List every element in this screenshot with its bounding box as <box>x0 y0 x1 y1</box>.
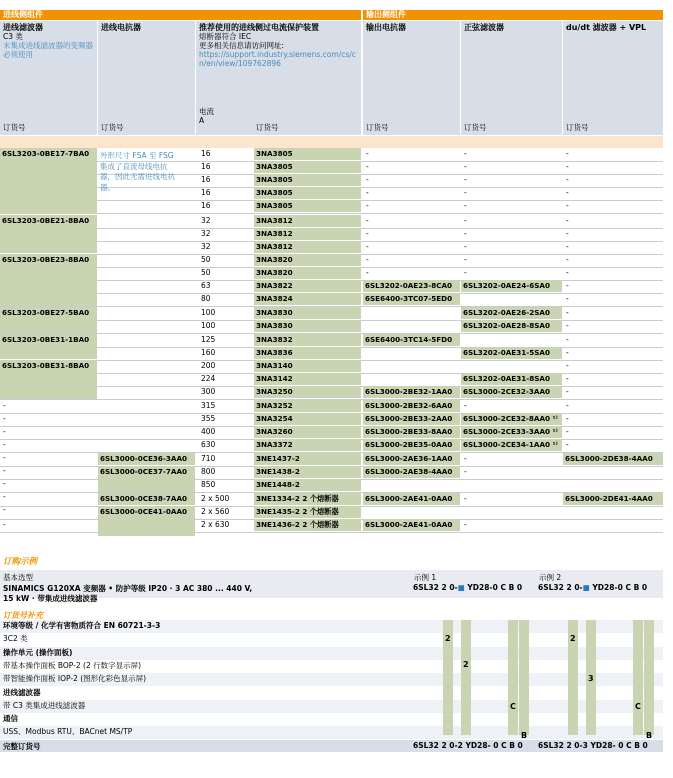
input-side-title: 进线侧组件 <box>3 10 43 19</box>
col-line-reactor-order: 订货号 <box>101 123 124 132</box>
ex1-code-d5: C <box>500 583 506 592</box>
dudt-filter-cell: - <box>566 175 569 184</box>
dudt-filter-cell: - <box>566 361 569 370</box>
sine-filter-cell: - <box>464 401 467 410</box>
dudt-filter-cell: - <box>566 268 569 277</box>
dudt-filter-cell: - <box>566 149 569 158</box>
fuse-order-number: 3NE1438-2 <box>254 466 361 478</box>
output-reactor-cell: - <box>366 242 369 251</box>
dudt-filter-cell: - <box>566 414 569 423</box>
output-reactor-cell: - <box>366 255 369 264</box>
col-output-reactor <box>363 21 460 135</box>
col-output-reactor-order: 订货号 <box>366 123 389 132</box>
output-reactor-cell: - <box>366 216 369 225</box>
dudt-filter-cell: - <box>566 294 569 303</box>
ex2-full-code: 6SL32 2 0-3 YD28- 0 C B 0 <box>538 741 648 750</box>
ordering-row: 带基本操作面板 BOP-2 (2 行数字显示屏) <box>0 660 663 673</box>
sine-filter-cell: - <box>464 467 467 476</box>
sine-filter-cell: 6SL3000-2CE34-1AA0 ¹⁾ <box>461 439 562 451</box>
fuse-current: 2 x 560 <box>201 507 230 516</box>
ordering-row: 带智能操作面板 IOP-2 (图形化彩色显示屏) <box>0 673 663 686</box>
fuse-current: 63 <box>201 281 211 290</box>
ex1-code-d4: 0 <box>492 583 498 592</box>
peach-band <box>0 136 663 148</box>
sine-filter-cell: - <box>464 454 467 463</box>
col-dudt-title: du/dt 滤波器 + VPL <box>566 23 647 32</box>
ex2-bar-comm <box>644 620 654 735</box>
fuse-order-number: 3NA3820 <box>254 267 361 279</box>
fuse-order-number: 3NA3812 <box>254 241 361 253</box>
dudt-filter-cell: - <box>566 321 569 330</box>
col-sine-filter <box>461 21 562 135</box>
ex2-mark-panel: 3 <box>588 674 594 683</box>
lf-dash: - <box>3 505 6 514</box>
ex2-code-d4: 0 <box>617 583 623 592</box>
fuse-order-number: 3NE1435-2 2 个熔断器 <box>254 506 361 518</box>
row-separator <box>0 213 663 214</box>
ex2-code-d7: 0 <box>641 583 648 592</box>
ordering-row: USS、Modbus RTU、BACnet MS/TP <box>0 726 663 739</box>
col-line-filter-sub: C3 类 <box>3 32 23 41</box>
ordering-row: 操作单元 (操作面板) <box>0 647 663 660</box>
ordering-row: 带 C3 类集成进线滤波器 <box>0 700 663 713</box>
fuse-order-number: 3NA3805 <box>254 161 361 173</box>
lf-dash: - <box>3 414 6 423</box>
sine-filter-cell: - <box>464 494 467 503</box>
fuse-order-number: 3NA3372 <box>254 439 361 451</box>
ordering-title: 订购示例 <box>3 557 38 567</box>
line-reactor-3: 6SL3000-0CE38-7AA0 <box>98 493 195 505</box>
output-reactor-cell: 6SE6400-3TC07-5ED0 <box>363 293 460 305</box>
output-reactor-cell: 6SL3000-2BE35-0AA0 <box>363 439 460 451</box>
fuse-current: 16 <box>201 175 211 184</box>
col-output-reactor-title: 输出电抗器 <box>366 23 406 32</box>
ex1-full-code: 6SL32 2 0-2 YD28- 0 C B 0 <box>413 741 523 750</box>
col-fuse-sub1: 熔断器符合 IEC <box>199 32 252 41</box>
output-reactor-cell: - <box>366 149 369 158</box>
sine-filter-cell: - <box>464 242 467 251</box>
ex2-code-d1: 2 <box>566 583 572 592</box>
fuse-current: 800 <box>201 467 216 476</box>
ex1-code-d2: 0- <box>449 583 458 592</box>
col-fuse-order: 订货号 <box>256 123 279 132</box>
fuse-order-number: 3NA3142 <box>254 373 361 385</box>
ex2-mark-comm: B <box>646 731 653 740</box>
reactor-note: 外形尺寸 FSA 至 FSG 集成了直流母线电抗器，因此无需进线电抗器。 <box>100 151 175 192</box>
fuse-order-number: 3NA3254 <box>254 413 361 425</box>
ex2-mark-env: 2 <box>570 634 576 643</box>
fuse-order-number: 3NA3805 <box>254 148 361 160</box>
lf-dash: - <box>3 520 6 529</box>
col-sine-filter-title: 正弦滤波器 <box>464 23 504 32</box>
dudt-filter-cell: - <box>566 201 569 210</box>
line-filter-2: 6SL3203-0BE21-8BA0 <box>0 215 97 253</box>
ex1-bar-comm <box>519 620 529 735</box>
col-line-filter-note: 未集成进线滤波器的变频器必须使用 <box>3 41 93 59</box>
col-fuse-sub2: 更多相关信息请访问网址: <box>199 41 285 50</box>
fuse-current: 80 <box>201 294 211 303</box>
ex2-code-box: ■ <box>582 583 590 592</box>
col-dudt-order: 订货号 <box>566 123 589 132</box>
output-side-title: 输出侧组件 <box>366 10 406 19</box>
dudt-filter-cell: - <box>566 374 569 383</box>
output-reactor-cell: 6SL3202-0AE23-8CA0 <box>363 280 460 292</box>
col-fuse-title: 推荐使用的进线侧过电流保护装置 <box>199 23 319 32</box>
dudt-filter-cell: - <box>566 281 569 290</box>
dudt-filter-cell: - <box>566 188 569 197</box>
sine-filter-cell: - <box>464 268 467 277</box>
fuse-order-number: 3NE1436-2 2 个熔断器 <box>254 519 361 531</box>
dudt-filter-cell: - <box>566 401 569 410</box>
example1-label: 示例 1 <box>414 573 437 582</box>
lf-dash: - <box>3 427 6 436</box>
fuse-order-number: 3NE1437-2 <box>254 453 361 465</box>
output-reactor-cell: - <box>366 162 369 171</box>
fuse-order-number: 3NA3805 <box>254 174 361 186</box>
lf-dash: - <box>3 479 6 488</box>
lf-dash: - <box>3 401 6 410</box>
fuse-current: 2 x 630 <box>201 520 230 529</box>
sine-filter-cell: - <box>464 216 467 225</box>
dudt-filter-cell: 6SL3000-2DE38-4AA0 <box>563 453 663 465</box>
fuse-order-number: 3NA3250 <box>254 386 361 398</box>
col-line-filter-order: 订货号 <box>3 123 26 132</box>
fuse-current: 125 <box>201 335 216 344</box>
fuse-current: 32 <box>201 229 211 238</box>
fuse-current: 16 <box>201 201 211 210</box>
ex1-code-d7: 0 <box>516 583 523 592</box>
fuse-current: 850 <box>201 480 216 489</box>
sine-filter-cell: - <box>464 188 467 197</box>
ex2-bar-filter <box>633 620 643 735</box>
ex2-code-d6: B <box>633 583 640 592</box>
sine-filter-cell: 6SL3202-0AE24-6SA0 <box>461 280 562 292</box>
dudt-filter-cell: 6SL3000-2DE41-4AA0 <box>563 493 663 505</box>
fuse-order-number: 3NA3820 <box>254 254 361 266</box>
dudt-filter-cell: - <box>566 427 569 436</box>
sine-filter-cell: - <box>464 201 467 210</box>
line-filter-4: 6SL3203-0BE27-5BA0 <box>0 307 97 333</box>
sine-filter-cell: 6SL3202-0AE26-2SA0 <box>461 307 562 319</box>
fuse-current: 355 <box>201 414 216 423</box>
output-reactor-cell: 6SL3000-2BE32-1AA0 <box>363 386 460 398</box>
dudt-filter-cell: - <box>566 348 569 357</box>
fuse-order-number: 3NA3260 <box>254 426 361 438</box>
example2-label: 示例 2 <box>539 573 562 582</box>
sine-filter-cell: 6SL3202-0AE28-8SA0 <box>461 320 562 332</box>
ex1-code-box: ■ <box>457 583 465 592</box>
ex1-mark-comm: B <box>521 731 528 740</box>
output-reactor-cell: 6SL3000-2AE36-1AA0 <box>363 453 460 465</box>
fuse-order-number: 3NA3805 <box>254 187 361 199</box>
fuse-current: 50 <box>201 268 211 277</box>
line-reactor-1: 6SL3000-0CE36-3AA0 <box>98 453 195 465</box>
dudt-filter-cell: - <box>566 387 569 396</box>
fuse-current: 16 <box>201 162 211 171</box>
fuse-order-number: 3NE1334-2 2 个熔断器 <box>254 493 361 505</box>
fuse-current: 32 <box>201 242 211 251</box>
sine-filter-cell: - <box>464 229 467 238</box>
ordering-row: 环境等级 / 化学有害物质符合 EN 60721-3-3 <box>0 620 663 633</box>
ordering-row: 通信 <box>0 713 663 726</box>
fuse-current: 224 <box>201 374 216 383</box>
lf-dash: - <box>3 466 6 475</box>
sine-filter-cell: - <box>464 255 467 264</box>
col-fuse-link[interactable]: https://support.industry.siemens.com/cs/cn/en/view/109762896 <box>199 50 356 68</box>
col-fuse <box>196 21 361 135</box>
output-reactor-cell: 6SL3000-2AE38-4AA0 <box>363 466 460 478</box>
fuse-order-number: 3NE1448-2 <box>254 479 361 491</box>
fuse-order-number: 3NA3830 <box>254 307 361 319</box>
sine-filter-cell: 6SL3000-2CE33-3AA0 ¹⁾ <box>461 426 562 438</box>
col-line-filter <box>0 21 97 135</box>
line-reactor-4: 6SL3000-0CE41-0AA0 <box>98 506 195 536</box>
fuse-order-number: 3NA3822 <box>254 280 361 292</box>
dudt-filter-cell: - <box>566 440 569 449</box>
fuse-order-number: 3NA3836 <box>254 347 361 359</box>
full-order-label: 完整订货号 <box>3 742 41 751</box>
sine-filter-cell: 6SL3000-2CE32-3AA0 <box>461 386 562 398</box>
line-filter-1: 6SL3203-0BE17-7BA0 <box>0 148 97 214</box>
lf-dash: - <box>3 492 6 501</box>
fuse-current: 200 <box>201 361 216 370</box>
fuse-order-number: 3NA3812 <box>254 228 361 240</box>
base-type-label: 基本选型 <box>3 573 33 582</box>
ex1-code-d1: 2 <box>441 583 447 592</box>
output-reactor-cell: - <box>366 201 369 210</box>
fuse-current: 100 <box>201 321 216 330</box>
ex2-code-prefix: 6SL32 <box>538 583 564 592</box>
lf-dash: - <box>3 440 6 449</box>
fuse-current: 16 <box>201 188 211 197</box>
col-dudt <box>563 21 663 135</box>
fuse-current: 315 <box>201 401 216 410</box>
output-reactor-cell: 6SL3000-2BE33-8AA0 <box>363 426 460 438</box>
ex2-code-d5: C <box>625 583 631 592</box>
line-filter-5: 6SL3203-0BE31-1BA0 <box>0 334 97 359</box>
fuse-current: 16 <box>201 149 211 158</box>
fuse-current: 710 <box>201 454 216 463</box>
ex2-code-d3: YD28- <box>592 583 618 592</box>
fuse-order-number: 3NA3812 <box>254 215 361 227</box>
ex1-code-d6: B <box>508 583 515 592</box>
fuse-order-number: 3NA3824 <box>254 293 361 305</box>
product-desc-2: 15 kW · 带集成进线滤波器 <box>3 594 98 603</box>
line-reactor-2: 6SL3000-0CE37-7AA0 <box>98 466 195 492</box>
lf-dash: - <box>3 453 6 462</box>
output-reactor-cell: 6SL3000-2AE41-0AA0 <box>363 519 460 531</box>
output-reactor-cell: - <box>366 188 369 197</box>
fuse-current: 630 <box>201 440 216 449</box>
output-side-header <box>363 10 663 20</box>
sine-filter-cell: 6SL3202-0AE31-8SA0 <box>461 373 562 385</box>
output-reactor-cell: 6SL3000-2BE33-2AA0 <box>363 413 460 425</box>
sine-filter-cell: 6SL3000-2CE32-8AA0 ¹⁾ <box>461 413 562 425</box>
output-reactor-cell: - <box>366 268 369 277</box>
dudt-filter-cell: - <box>566 255 569 264</box>
fuse-current: 100 <box>201 308 216 317</box>
fuse-current: 300 <box>201 387 216 396</box>
dudt-filter-cell: - <box>566 216 569 225</box>
ex2-mark-filter: C <box>635 702 641 711</box>
ex1-mark-panel: 2 <box>463 660 469 669</box>
dudt-filter-cell: - <box>566 242 569 251</box>
ex2-code <box>538 583 647 592</box>
dudt-filter-cell: - <box>566 335 569 344</box>
ex1-bar-filter <box>508 620 518 735</box>
fuse-current: 160 <box>201 348 216 357</box>
product-desc-1: SINAMICS G120XA 变频器 • 防护等级 IP20 · 3 AC 380 ... 440 V, <box>3 584 253 593</box>
fuse-order-number: 3NA3252 <box>254 400 361 412</box>
dudt-filter-cell: - <box>566 308 569 317</box>
fuse-current: 50 <box>201 255 211 264</box>
output-reactor-cell: 6SL3000-2BE32-6AA0 <box>363 400 460 412</box>
fuse-current: 400 <box>201 427 216 436</box>
supplement-title: 订货号补充 <box>3 611 43 620</box>
fuse-order-number: 3NA3140 <box>254 360 361 372</box>
col-sine-filter-order: 订货号 <box>464 123 487 132</box>
dudt-filter-cell: - <box>566 229 569 238</box>
ex1-code-d3: YD28- <box>467 583 493 592</box>
ex1-code-prefix: 6SL32 <box>413 583 439 592</box>
ex1-mark-env: 2 <box>445 634 451 643</box>
fuse-order-number: 3NA3832 <box>254 334 361 346</box>
dudt-filter-cell: - <box>566 162 569 171</box>
output-reactor-cell: 6SE6400-3TC14-5FD0 <box>363 334 460 346</box>
fuse-order-number: 3NA3805 <box>254 200 361 212</box>
output-reactor-cell: - <box>366 175 369 184</box>
col-line-reactor <box>98 21 195 135</box>
col-fuse-current-unit: A <box>199 116 205 125</box>
fuse-current: 2 x 500 <box>201 494 230 503</box>
sine-filter-cell: - <box>464 175 467 184</box>
sine-filter-cell: - <box>464 162 467 171</box>
ordering-row: 进线滤波器 <box>0 687 663 700</box>
output-reactor-cell: 6SL3000-2AE41-0AA0 <box>363 493 460 505</box>
col-fuse-current-label: 电流 <box>199 107 214 116</box>
sine-filter-cell: - <box>464 149 467 158</box>
line-filter-3: 6SL3203-0BE23-8BA0 <box>0 254 97 306</box>
line-filter-6: 6SL3203-0BE31-8BA0 <box>0 360 97 399</box>
col-line-filter-title: 进线滤波器 <box>3 23 43 32</box>
input-side-header <box>0 10 361 20</box>
col-line-reactor-title: 进线电抗器 <box>101 23 141 32</box>
fuse-current: 32 <box>201 216 211 225</box>
ordering-row: 3C2 类 <box>0 633 663 646</box>
ex1-mark-filter: C <box>510 702 516 711</box>
fuse-order-number: 3NA3830 <box>254 320 361 332</box>
sine-filter-cell: - <box>464 520 467 529</box>
sine-filter-cell: 6SL3202-0AE31-5SA0 <box>461 347 562 359</box>
ex2-code-d2: 0- <box>574 583 583 592</box>
output-reactor-cell: - <box>366 229 369 238</box>
ex1-bar-panel <box>461 620 471 735</box>
ex1-code <box>413 583 522 592</box>
